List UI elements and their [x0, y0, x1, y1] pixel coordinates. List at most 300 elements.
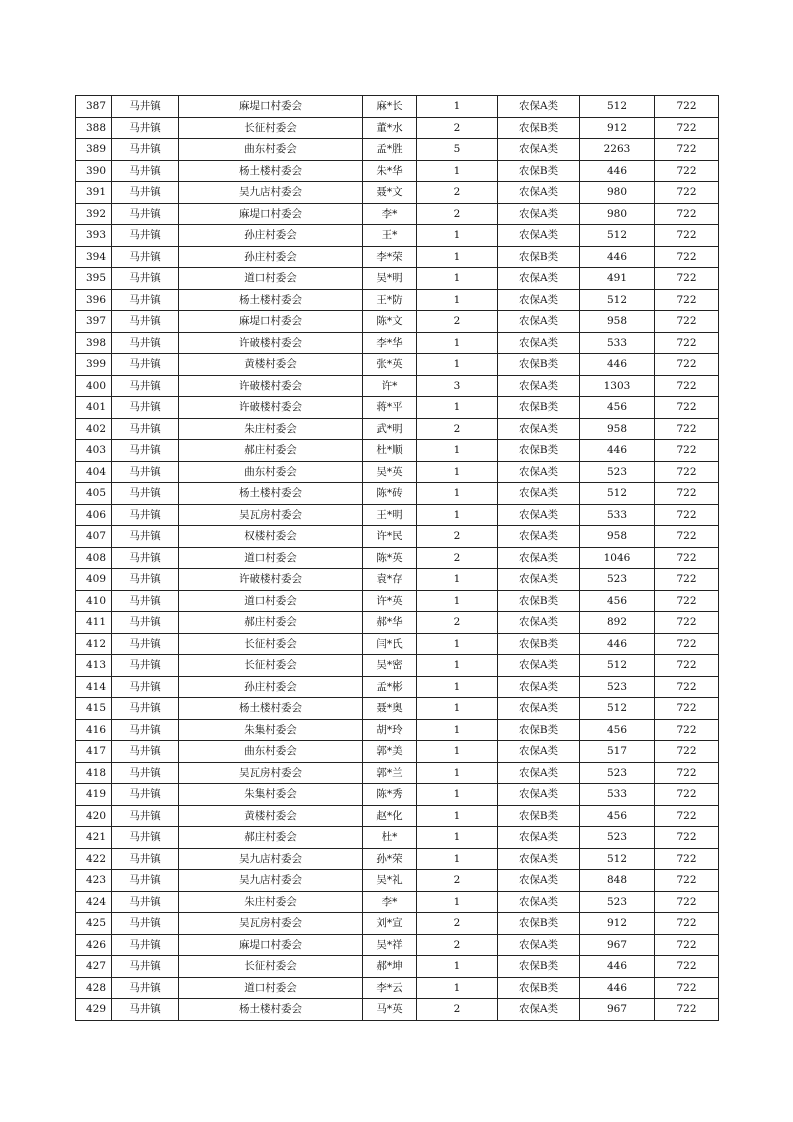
- row-number: 417: [76, 741, 112, 763]
- table-row: [76, 354, 719, 376]
- row-number: 391: [76, 182, 112, 204]
- amount-cell: 446: [580, 246, 655, 268]
- household-size-cell: 1: [417, 96, 498, 118]
- insurance-category-cell: 农保A类: [498, 870, 580, 892]
- recipient-name-cell: 李*云: [363, 977, 417, 999]
- household-size-cell: 1: [417, 805, 498, 827]
- recipient-name-cell: 闫*氏: [363, 633, 417, 655]
- town-cell: 马井镇: [112, 719, 179, 741]
- row-number: 425: [76, 913, 112, 935]
- amount-cell: 958: [580, 526, 655, 548]
- code-cell: 722: [655, 956, 719, 978]
- insurance-category-cell: 农保B类: [498, 590, 580, 612]
- amount-cell: 848: [580, 870, 655, 892]
- household-size-cell: 1: [417, 655, 498, 677]
- insurance-category-cell: 农保B类: [498, 440, 580, 462]
- row-number: 428: [76, 977, 112, 999]
- code-cell: 722: [655, 440, 719, 462]
- town-cell: 马井镇: [112, 612, 179, 634]
- amount-cell: 446: [580, 977, 655, 999]
- insurance-category-cell: 农保A类: [498, 268, 580, 290]
- insurance-category-cell: 农保A类: [498, 375, 580, 397]
- household-size-cell: 1: [417, 977, 498, 999]
- household-size-cell: 2: [417, 612, 498, 634]
- code-cell: 722: [655, 332, 719, 354]
- village-committee-cell: 杨土楼村委会: [179, 698, 363, 720]
- recipient-name-cell: 王*: [363, 225, 417, 247]
- town-cell: 马井镇: [112, 526, 179, 548]
- town-cell: 马井镇: [112, 999, 179, 1021]
- roster-body: [76, 96, 719, 1021]
- recipient-name-cell: 孟*彬: [363, 676, 417, 698]
- household-size-cell: 2: [417, 311, 498, 333]
- village-committee-cell: 长征村委会: [179, 956, 363, 978]
- household-size-cell: 2: [417, 547, 498, 569]
- insurance-category-cell: 农保A类: [498, 698, 580, 720]
- row-number: 429: [76, 999, 112, 1021]
- amount-cell: 2263: [580, 139, 655, 161]
- town-cell: 马井镇: [112, 139, 179, 161]
- table-row: [76, 182, 719, 204]
- village-committee-cell: 黄楼村委会: [179, 805, 363, 827]
- village-committee-cell: 吴九店村委会: [179, 182, 363, 204]
- amount-cell: 523: [580, 762, 655, 784]
- code-cell: 722: [655, 461, 719, 483]
- table-row: [76, 483, 719, 505]
- recipient-name-cell: 聂*奥: [363, 698, 417, 720]
- village-committee-cell: 朱集村委会: [179, 719, 363, 741]
- code-cell: 722: [655, 590, 719, 612]
- insurance-category-cell: 农保B类: [498, 719, 580, 741]
- code-cell: 722: [655, 289, 719, 311]
- household-size-cell: 1: [417, 268, 498, 290]
- code-cell: 722: [655, 999, 719, 1021]
- household-size-cell: 1: [417, 719, 498, 741]
- recipient-name-cell: 武*明: [363, 418, 417, 440]
- household-size-cell: 1: [417, 504, 498, 526]
- insurance-category-cell: 农保B类: [498, 117, 580, 139]
- code-cell: 722: [655, 483, 719, 505]
- town-cell: 马井镇: [112, 891, 179, 913]
- row-number: 412: [76, 633, 112, 655]
- recipient-name-cell: 陈*秀: [363, 784, 417, 806]
- household-size-cell: 1: [417, 483, 498, 505]
- code-cell: 722: [655, 569, 719, 591]
- town-cell: 马井镇: [112, 676, 179, 698]
- insurance-category-cell: 农保A类: [498, 289, 580, 311]
- table-row: [76, 96, 719, 118]
- amount-cell: 512: [580, 655, 655, 677]
- insurance-category-cell: 农保A类: [498, 225, 580, 247]
- code-cell: 722: [655, 612, 719, 634]
- table-row: [76, 999, 719, 1021]
- table-row: [76, 397, 719, 419]
- table-row: [76, 655, 719, 677]
- table-row: [76, 977, 719, 999]
- recipient-name-cell: 李*: [363, 203, 417, 225]
- town-cell: 马井镇: [112, 483, 179, 505]
- household-size-cell: 2: [417, 526, 498, 548]
- insurance-category-cell: 农保A类: [498, 655, 580, 677]
- code-cell: 722: [655, 655, 719, 677]
- village-committee-cell: 长征村委会: [179, 117, 363, 139]
- amount-cell: 491: [580, 268, 655, 290]
- amount-cell: 958: [580, 418, 655, 440]
- code-cell: 722: [655, 526, 719, 548]
- code-cell: 722: [655, 504, 719, 526]
- row-number: 410: [76, 590, 112, 612]
- insurance-category-cell: 农保A类: [498, 741, 580, 763]
- table-row: [76, 160, 719, 182]
- recipient-name-cell: 马*英: [363, 999, 417, 1021]
- code-cell: 722: [655, 246, 719, 268]
- amount-cell: 533: [580, 332, 655, 354]
- village-committee-cell: 麻堤口村委会: [179, 96, 363, 118]
- code-cell: 722: [655, 805, 719, 827]
- code-cell: 722: [655, 698, 719, 720]
- table-row: [76, 719, 719, 741]
- household-size-cell: 1: [417, 225, 498, 247]
- row-number: 400: [76, 375, 112, 397]
- village-committee-cell: 郝庄村委会: [179, 827, 363, 849]
- row-number: 409: [76, 569, 112, 591]
- recipient-name-cell: 孙*荣: [363, 848, 417, 870]
- table-row: [76, 225, 719, 247]
- table-row: [76, 461, 719, 483]
- row-number: 426: [76, 934, 112, 956]
- town-cell: 马井镇: [112, 461, 179, 483]
- amount-cell: 512: [580, 848, 655, 870]
- insurance-category-cell: 农保A类: [498, 203, 580, 225]
- recipient-name-cell: 聂*文: [363, 182, 417, 204]
- row-number: 424: [76, 891, 112, 913]
- table-row: [76, 418, 719, 440]
- household-size-cell: 3: [417, 375, 498, 397]
- insurance-category-cell: 农保A类: [498, 547, 580, 569]
- amount-cell: 523: [580, 891, 655, 913]
- recipient-name-cell: 袁*存: [363, 569, 417, 591]
- town-cell: 马井镇: [112, 633, 179, 655]
- village-committee-cell: 吴瓦房村委会: [179, 504, 363, 526]
- row-number: 388: [76, 117, 112, 139]
- village-committee-cell: 麻堤口村委会: [179, 203, 363, 225]
- recipient-name-cell: 吴*礼: [363, 870, 417, 892]
- recipient-name-cell: 吴*明: [363, 268, 417, 290]
- insurance-category-cell: 农保A类: [498, 461, 580, 483]
- town-cell: 马井镇: [112, 246, 179, 268]
- table-row: [76, 569, 719, 591]
- table-row: [76, 891, 719, 913]
- recipient-name-cell: 郝*坤: [363, 956, 417, 978]
- recipient-name-cell: 陈*英: [363, 547, 417, 569]
- village-committee-cell: 黄楼村委会: [179, 354, 363, 376]
- town-cell: 马井镇: [112, 418, 179, 440]
- town-cell: 马井镇: [112, 354, 179, 376]
- row-number: 418: [76, 762, 112, 784]
- code-cell: 722: [655, 203, 719, 225]
- village-committee-cell: 麻堤口村委会: [179, 934, 363, 956]
- recipient-name-cell: 王*明: [363, 504, 417, 526]
- code-cell: 722: [655, 268, 719, 290]
- code-cell: 722: [655, 784, 719, 806]
- recipient-name-cell: 张*英: [363, 354, 417, 376]
- row-number: 394: [76, 246, 112, 268]
- recipient-name-cell: 许*: [363, 375, 417, 397]
- recipient-name-cell: 蒋*平: [363, 397, 417, 419]
- household-size-cell: 1: [417, 160, 498, 182]
- household-size-cell: 2: [417, 182, 498, 204]
- table-row: [76, 504, 719, 526]
- household-size-cell: 1: [417, 332, 498, 354]
- row-number: 408: [76, 547, 112, 569]
- code-cell: 722: [655, 375, 719, 397]
- town-cell: 马井镇: [112, 655, 179, 677]
- amount-cell: 446: [580, 633, 655, 655]
- household-size-cell: 2: [417, 934, 498, 956]
- village-committee-cell: 许破楼村委会: [179, 569, 363, 591]
- insurance-category-cell: 农保B类: [498, 397, 580, 419]
- amount-cell: 446: [580, 160, 655, 182]
- row-number: 403: [76, 440, 112, 462]
- table-row: [76, 762, 719, 784]
- town-cell: 马井镇: [112, 934, 179, 956]
- amount-cell: 512: [580, 483, 655, 505]
- village-committee-cell: 长征村委会: [179, 655, 363, 677]
- code-cell: 722: [655, 182, 719, 204]
- recipient-name-cell: 麻*长: [363, 96, 417, 118]
- code-cell: 722: [655, 676, 719, 698]
- town-cell: 马井镇: [112, 848, 179, 870]
- insurance-category-cell: 农保A类: [498, 848, 580, 870]
- code-cell: 722: [655, 117, 719, 139]
- recipient-name-cell: 董*水: [363, 117, 417, 139]
- insurance-category-cell: 农保B类: [498, 913, 580, 935]
- town-cell: 马井镇: [112, 870, 179, 892]
- row-number: 406: [76, 504, 112, 526]
- household-size-cell: 1: [417, 784, 498, 806]
- village-committee-cell: 曲东村委会: [179, 139, 363, 161]
- household-size-cell: 1: [417, 354, 498, 376]
- row-number: 405: [76, 483, 112, 505]
- household-size-cell: 1: [417, 676, 498, 698]
- table-row: [76, 440, 719, 462]
- village-committee-cell: 杨土楼村委会: [179, 999, 363, 1021]
- village-committee-cell: 郝庄村委会: [179, 612, 363, 634]
- household-size-cell: 1: [417, 440, 498, 462]
- village-committee-cell: 杨土楼村委会: [179, 483, 363, 505]
- village-committee-cell: 吴瓦房村委会: [179, 913, 363, 935]
- table-row: [76, 139, 719, 161]
- row-number: 422: [76, 848, 112, 870]
- amount-cell: 456: [580, 590, 655, 612]
- code-cell: 722: [655, 225, 719, 247]
- village-committee-cell: 道口村委会: [179, 590, 363, 612]
- town-cell: 马井镇: [112, 440, 179, 462]
- town-cell: 马井镇: [112, 332, 179, 354]
- village-committee-cell: 曲东村委会: [179, 741, 363, 763]
- row-number: 407: [76, 526, 112, 548]
- code-cell: 722: [655, 891, 719, 913]
- amount-cell: 517: [580, 741, 655, 763]
- recipient-name-cell: 吴*祥: [363, 934, 417, 956]
- table-row: [76, 676, 719, 698]
- table-row: [76, 547, 719, 569]
- insurance-category-cell: 农保A类: [498, 96, 580, 118]
- amount-cell: 523: [580, 461, 655, 483]
- town-cell: 马井镇: [112, 590, 179, 612]
- recipient-name-cell: 许*英: [363, 590, 417, 612]
- insurance-category-cell: 农保A类: [498, 891, 580, 913]
- insurance-category-cell: 农保A类: [498, 483, 580, 505]
- household-size-cell: 1: [417, 827, 498, 849]
- code-cell: 722: [655, 762, 719, 784]
- table-row: [76, 698, 719, 720]
- village-committee-cell: 吴九店村委会: [179, 870, 363, 892]
- insurance-category-cell: 农保B类: [498, 977, 580, 999]
- town-cell: 马井镇: [112, 547, 179, 569]
- table-row: [76, 332, 719, 354]
- household-size-cell: 1: [417, 762, 498, 784]
- amount-cell: 523: [580, 569, 655, 591]
- amount-cell: 533: [580, 504, 655, 526]
- recipient-name-cell: 郭*兰: [363, 762, 417, 784]
- row-number: 423: [76, 870, 112, 892]
- town-cell: 马井镇: [112, 956, 179, 978]
- table-row: [76, 612, 719, 634]
- row-number: 392: [76, 203, 112, 225]
- code-cell: 722: [655, 418, 719, 440]
- row-number: 387: [76, 96, 112, 118]
- insurance-category-cell: 农保B类: [498, 956, 580, 978]
- row-number: 404: [76, 461, 112, 483]
- table-row: [76, 526, 719, 548]
- village-committee-cell: 权楼村委会: [179, 526, 363, 548]
- row-number: 419: [76, 784, 112, 806]
- village-committee-cell: 道口村委会: [179, 547, 363, 569]
- village-committee-cell: 杨土楼村委会: [179, 289, 363, 311]
- household-size-cell: 2: [417, 117, 498, 139]
- village-committee-cell: 许破楼村委会: [179, 375, 363, 397]
- table-row: [76, 934, 719, 956]
- recipient-name-cell: 吴*密: [363, 655, 417, 677]
- insurance-category-cell: 农保A类: [498, 569, 580, 591]
- amount-cell: 512: [580, 698, 655, 720]
- household-size-cell: 1: [417, 397, 498, 419]
- code-cell: 722: [655, 848, 719, 870]
- amount-cell: 523: [580, 676, 655, 698]
- insurance-category-cell: 农保A类: [498, 827, 580, 849]
- recipient-name-cell: 杜*: [363, 827, 417, 849]
- insurance-category-cell: 农保A类: [498, 418, 580, 440]
- table-row: [76, 784, 719, 806]
- village-committee-cell: 曲东村委会: [179, 461, 363, 483]
- row-number: 416: [76, 719, 112, 741]
- village-committee-cell: 杨土楼村委会: [179, 160, 363, 182]
- row-number: 393: [76, 225, 112, 247]
- table-row: [76, 246, 719, 268]
- recipient-name-cell: 孟*胜: [363, 139, 417, 161]
- recipient-name-cell: 许*民: [363, 526, 417, 548]
- insurance-category-cell: 农保B类: [498, 246, 580, 268]
- code-cell: 722: [655, 547, 719, 569]
- insurance-category-cell: 农保B类: [498, 805, 580, 827]
- table-row: [76, 913, 719, 935]
- village-committee-cell: 孙庄村委会: [179, 676, 363, 698]
- code-cell: 722: [655, 977, 719, 999]
- town-cell: 马井镇: [112, 762, 179, 784]
- row-number: 395: [76, 268, 112, 290]
- table-row: [76, 827, 719, 849]
- row-number: 390: [76, 160, 112, 182]
- code-cell: 722: [655, 160, 719, 182]
- village-committee-cell: 孙庄村委会: [179, 246, 363, 268]
- amount-cell: 958: [580, 311, 655, 333]
- row-number: 421: [76, 827, 112, 849]
- row-number: 389: [76, 139, 112, 161]
- recipient-name-cell: 郝*华: [363, 612, 417, 634]
- village-committee-cell: 孙庄村委会: [179, 225, 363, 247]
- row-number: 411: [76, 612, 112, 634]
- town-cell: 马井镇: [112, 117, 179, 139]
- row-number: 401: [76, 397, 112, 419]
- village-committee-cell: 朱庄村委会: [179, 418, 363, 440]
- code-cell: 722: [655, 934, 719, 956]
- town-cell: 马井镇: [112, 375, 179, 397]
- code-cell: 722: [655, 827, 719, 849]
- row-number: 414: [76, 676, 112, 698]
- recipient-name-cell: 吴*英: [363, 461, 417, 483]
- recipient-name-cell: 李*华: [363, 332, 417, 354]
- town-cell: 马井镇: [112, 182, 179, 204]
- household-size-cell: 1: [417, 956, 498, 978]
- village-committee-cell: 朱庄村委会: [179, 891, 363, 913]
- insurance-category-cell: 农保A类: [498, 934, 580, 956]
- insurance-category-cell: 农保A类: [498, 182, 580, 204]
- row-number: 420: [76, 805, 112, 827]
- town-cell: 马井镇: [112, 160, 179, 182]
- insurance-category-cell: 农保B类: [498, 354, 580, 376]
- table-row: [76, 956, 719, 978]
- village-committee-cell: 长征村委会: [179, 633, 363, 655]
- table-row: [76, 203, 719, 225]
- recipient-name-cell: 李*: [363, 891, 417, 913]
- household-size-cell: 1: [417, 461, 498, 483]
- table-row: [76, 805, 719, 827]
- amount-cell: 967: [580, 934, 655, 956]
- insurance-category-cell: 农保A类: [498, 504, 580, 526]
- table-row: [76, 289, 719, 311]
- household-size-cell: 2: [417, 913, 498, 935]
- code-cell: 722: [655, 719, 719, 741]
- insurance-category-cell: 农保A类: [498, 784, 580, 806]
- amount-cell: 912: [580, 117, 655, 139]
- household-size-cell: 2: [417, 418, 498, 440]
- town-cell: 马井镇: [112, 741, 179, 763]
- insurance-category-cell: 农保A类: [498, 139, 580, 161]
- household-size-cell: 2: [417, 870, 498, 892]
- village-committee-cell: 道口村委会: [179, 268, 363, 290]
- village-committee-cell: 吴九店村委会: [179, 848, 363, 870]
- village-committee-cell: 道口村委会: [179, 977, 363, 999]
- town-cell: 马井镇: [112, 784, 179, 806]
- town-cell: 马井镇: [112, 311, 179, 333]
- village-committee-cell: 麻堤口村委会: [179, 311, 363, 333]
- table-row: [76, 848, 719, 870]
- amount-cell: 980: [580, 203, 655, 225]
- recipient-name-cell: 杜*顺: [363, 440, 417, 462]
- code-cell: 722: [655, 354, 719, 376]
- amount-cell: 512: [580, 289, 655, 311]
